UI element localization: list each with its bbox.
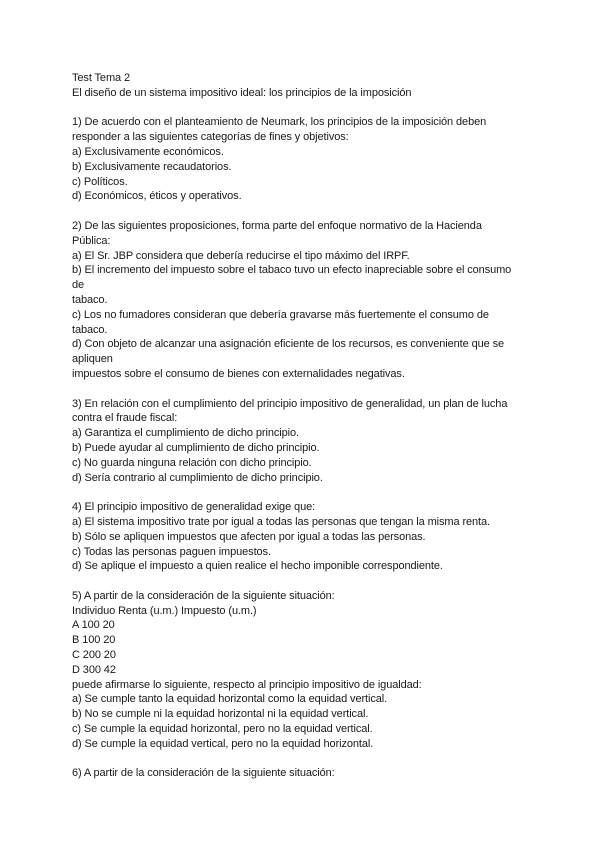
questions-list [72,101,542,782]
question-line: Pública: [72,234,111,247]
question-text: 6) A partir de la consideración de la siguiente situación: [72,767,335,780]
spacer [72,752,542,767]
question-block [72,500,542,574]
question-line: A 100 20 [72,619,115,632]
question-block [72,766,542,781]
question-line: b) El incremento del impuesto sobre el tabaco tuvo un efecto inapreciable sobre el consumo [72,264,512,277]
question-line: apliquen [72,353,113,366]
question-line: d) Se aplique el impuesto a quien realice el hecho imponible correspondiente. [72,560,443,573]
question-block [72,219,542,382]
question-line: b) No se cumple ni la equidad horizontal ni la equidad vertical. [72,708,369,721]
question-line: a) Se cumple tanto la equidad horizontal como la equidad vertical. [72,693,388,706]
question-line: responder a las siguientes categorías de fines y objetivos: [72,131,349,144]
question-line: C 200 20 [72,649,116,662]
question-line: de [72,279,85,292]
question-line: tabaco. [72,323,108,336]
question-line: tabaco. [72,293,108,306]
question-line: impuestos sobre el consumo de bienes con externalidades negativas. [72,367,405,380]
question-line: c) Políticos. [72,175,128,188]
spacer [72,382,542,397]
question-line: contra el fraude fiscal: [72,412,178,425]
question-line: Individuo Renta (u.m.) Impuesto (u.m.) [72,604,257,617]
spacer [72,485,542,500]
question-line: puede afirmarse lo siguiente, respecto al principio impositivo de igualdad: [72,678,422,691]
question-block [72,115,542,204]
question-text: 4) El principio impositivo de generalidad exige que: [72,501,316,514]
question-text: 3) En relación con el cumplimiento del principio impositivo de generalidad, un plan de lucha [72,397,508,410]
question-line: d) Se cumple la equidad vertical, pero no la equidad horizontal. [72,737,374,750]
question-text: 1) De acuerdo con el planteamiento de Neumark, los principios de la imposición deben [72,116,487,129]
question-line: B 100 20 [72,634,116,647]
question-line: a) El Sr. JBP considera que debería reducirse el tipo máximo del IRPF. [72,249,410,262]
question-line: d) Sería contrario al cumplimiento de dicho principio. [72,471,323,484]
document-title: Test Tema 2 [72,72,131,84]
question-text: 2) De las siguientes proposiciones, forma parte del enfoque normativo de la Hacienda [72,219,482,232]
question-line: b) Sólo se apliquen impuestos que afecten por igual a todas las personas. [72,530,426,543]
question-line: c) Se cumple la equidad horizontal, pero no la equidad vertical. [72,723,373,736]
question-line: c) No guarda ninguna relación con dicho principio. [72,456,312,469]
question-block [72,397,542,486]
question-line: d) Económicos, éticos y operativos. [72,190,242,203]
question-block [72,589,542,752]
document-body [72,71,542,781]
question-line: b) Exclusivamente recaudatorios. [72,160,232,173]
question-line: a) El sistema impositivo trate por igual a todas las personas que tengan la misma renta. [72,515,490,528]
question-line: c) Los no fumadores consideran que debería gravarse más fuertemente el consumo de [72,308,489,321]
document-subtitle: El diseño de un sistema impositivo ideal: los principios de la imposición [72,86,412,99]
spacer [72,574,542,589]
question-text: 5) A partir de la consideración de la siguiente situación: [72,589,335,602]
question-line: a) Garantiza el cumplimiento de dicho principio. [72,427,299,440]
question-line: c) Todas las personas paguen impuestos. [72,545,271,558]
question-line: b) Puede ayudar al cumplimiento de dicho principio. [72,441,320,454]
question-line: D 300 42 [72,663,116,676]
spacer [72,204,542,219]
question-line: d) Con objeto de alcanzar una asignación eficiente de los recursos, es conveniente que se [72,338,504,351]
spacer [72,101,542,116]
question-line: a) Exclusivamente económicos. [72,145,224,158]
